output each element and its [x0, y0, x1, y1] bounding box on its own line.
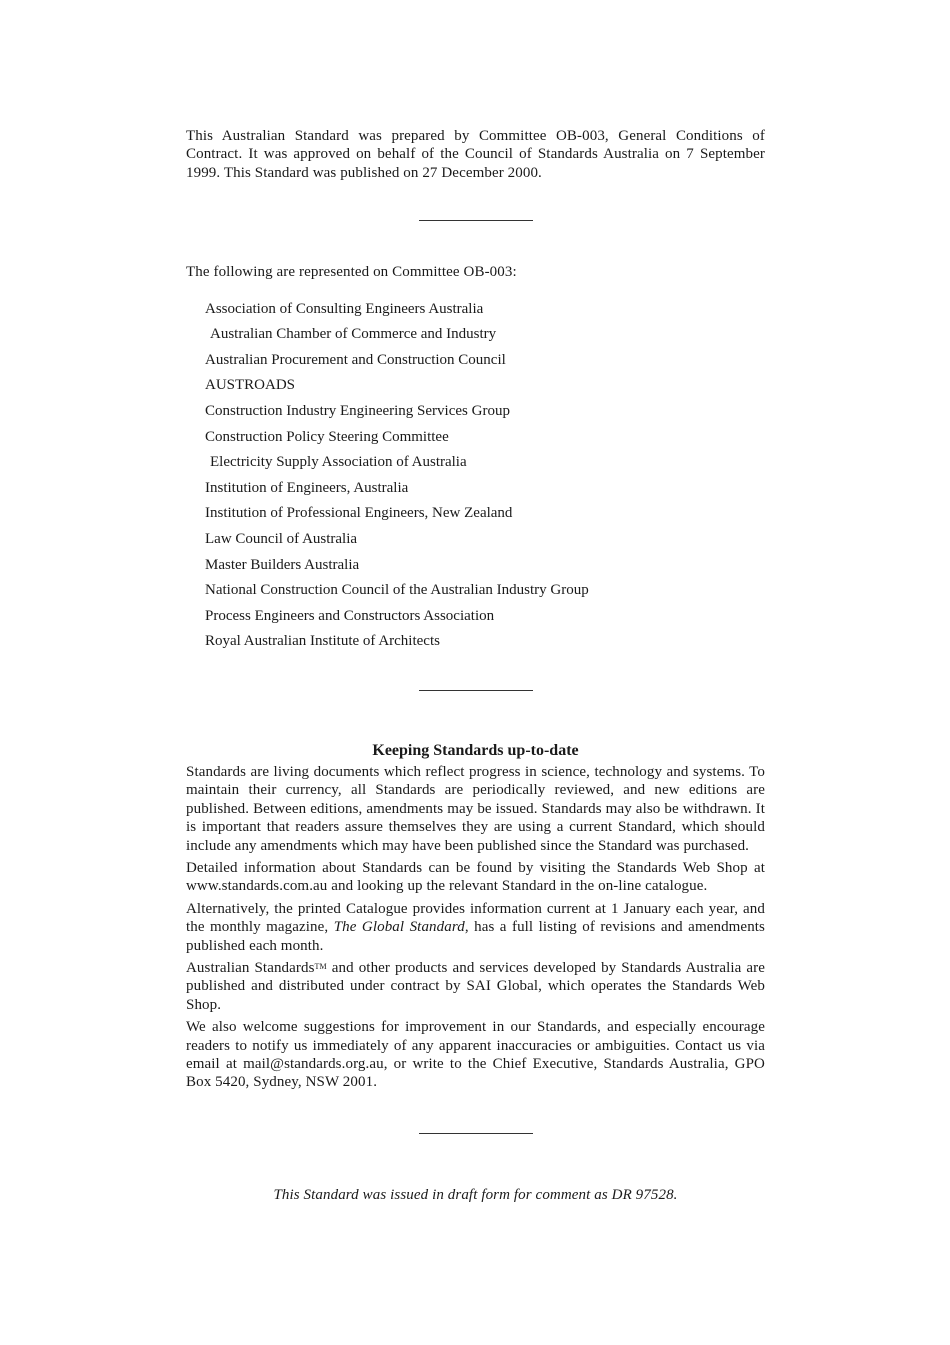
committee-member: Institution of Engineers, Australia [205, 479, 409, 496]
committee-member: Electricity Supply Association of Australia [210, 454, 467, 471]
paragraph-catalogue-text: Alternatively, the printed Catalogue provides information current at 1 January each year, and the monthly magazine, [186, 900, 765, 936]
paragraph-catalogue-text-end: , has a full listing of revisions and amendments published each month. [186, 919, 765, 954]
committee-member: Construction Industry Engineering Services Group [205, 403, 510, 419]
committee-member: Association of Consulting Engineers Australia [205, 300, 484, 317]
paragraph-web-shop: Detailed information about Standards can be found by visiting the Standards Web Shop at www.standards.com.au and looking up the relevant Standard in the on-line catalogue. [186, 859, 765, 895]
committee-member: Australian Chamber of Commerce and Industry [210, 326, 497, 343]
paragraph-feedback: We also welcome suggestions for improvement in our Standards, and especially encourage readers to notify us immediately of any apparent inaccuracies or ambiguities. Contact us via email at mail@standards.org.au, or write to the Chief Executive, Standards Australia, GPO Box 5420, Sydney, NSW 2001. [186, 1019, 765, 1091]
committee-member: Master Builders Australia [205, 556, 360, 573]
committee-member: Australian Procurement and Construction Council [205, 351, 506, 368]
committee-member: National Construction Council of the Australian Industry Group [205, 582, 589, 599]
committee-member: Institution of Professional Engineers, New Zealand [205, 505, 513, 522]
paragraph-sai-global [186, 959, 765, 1014]
committee-member: Law Council of Australia [205, 530, 358, 547]
paragraph-sai-global-text: Australian Standards [186, 960, 315, 976]
committee-member: AUSTROADS [205, 377, 296, 394]
committee-member: Process Engineers and Constructors Association [205, 607, 495, 624]
section-divider [419, 1133, 533, 1134]
document-page [186, 127, 765, 1204]
trademark-mark: TM [314, 962, 327, 971]
section-divider [419, 220, 533, 221]
committee-member: Royal Australian Institute of Architects [205, 633, 440, 650]
paragraph-living-documents: Standards are living documents which reflect progress in science, technology and systems. To maintain their currency, all Standards are periodically reviewed, and new editions are published. Between editions, amendments may be issued. Standards may also be withdrawn. It is important that readers assure themselves they are using a current Standard, which should include any amendments which may have been published since the Standard was purchased. [186, 763, 765, 854]
magazine-title: The Global Standard [333, 919, 465, 936]
committee-member: Construction Policy Steering Committee [205, 428, 449, 445]
committee-member-list [186, 297, 765, 655]
paragraph-sai-global-text-end: and other products and services developed by Standards Australia are published and distributed under contract by SAI Global, which operates the Standards Web Shop. [186, 960, 765, 1013]
approval-statement: This Australian Standard was prepared by Committee OB-003, General Conditions of Contract. It was approved on behalf of the Council of Standards Australia on 7 September 1999. This Standard was published on 27 December 2000. [186, 128, 765, 181]
paragraph-catalogue [186, 900, 765, 955]
committee-lead-text: The following are represented on Committee OB-003: [186, 264, 517, 281]
section-divider [419, 690, 533, 691]
section-heading: Keeping Standards up-to-date [372, 741, 579, 759]
draft-note: This Standard was issued in draft form for comment as DR 97528. [273, 1186, 678, 1203]
